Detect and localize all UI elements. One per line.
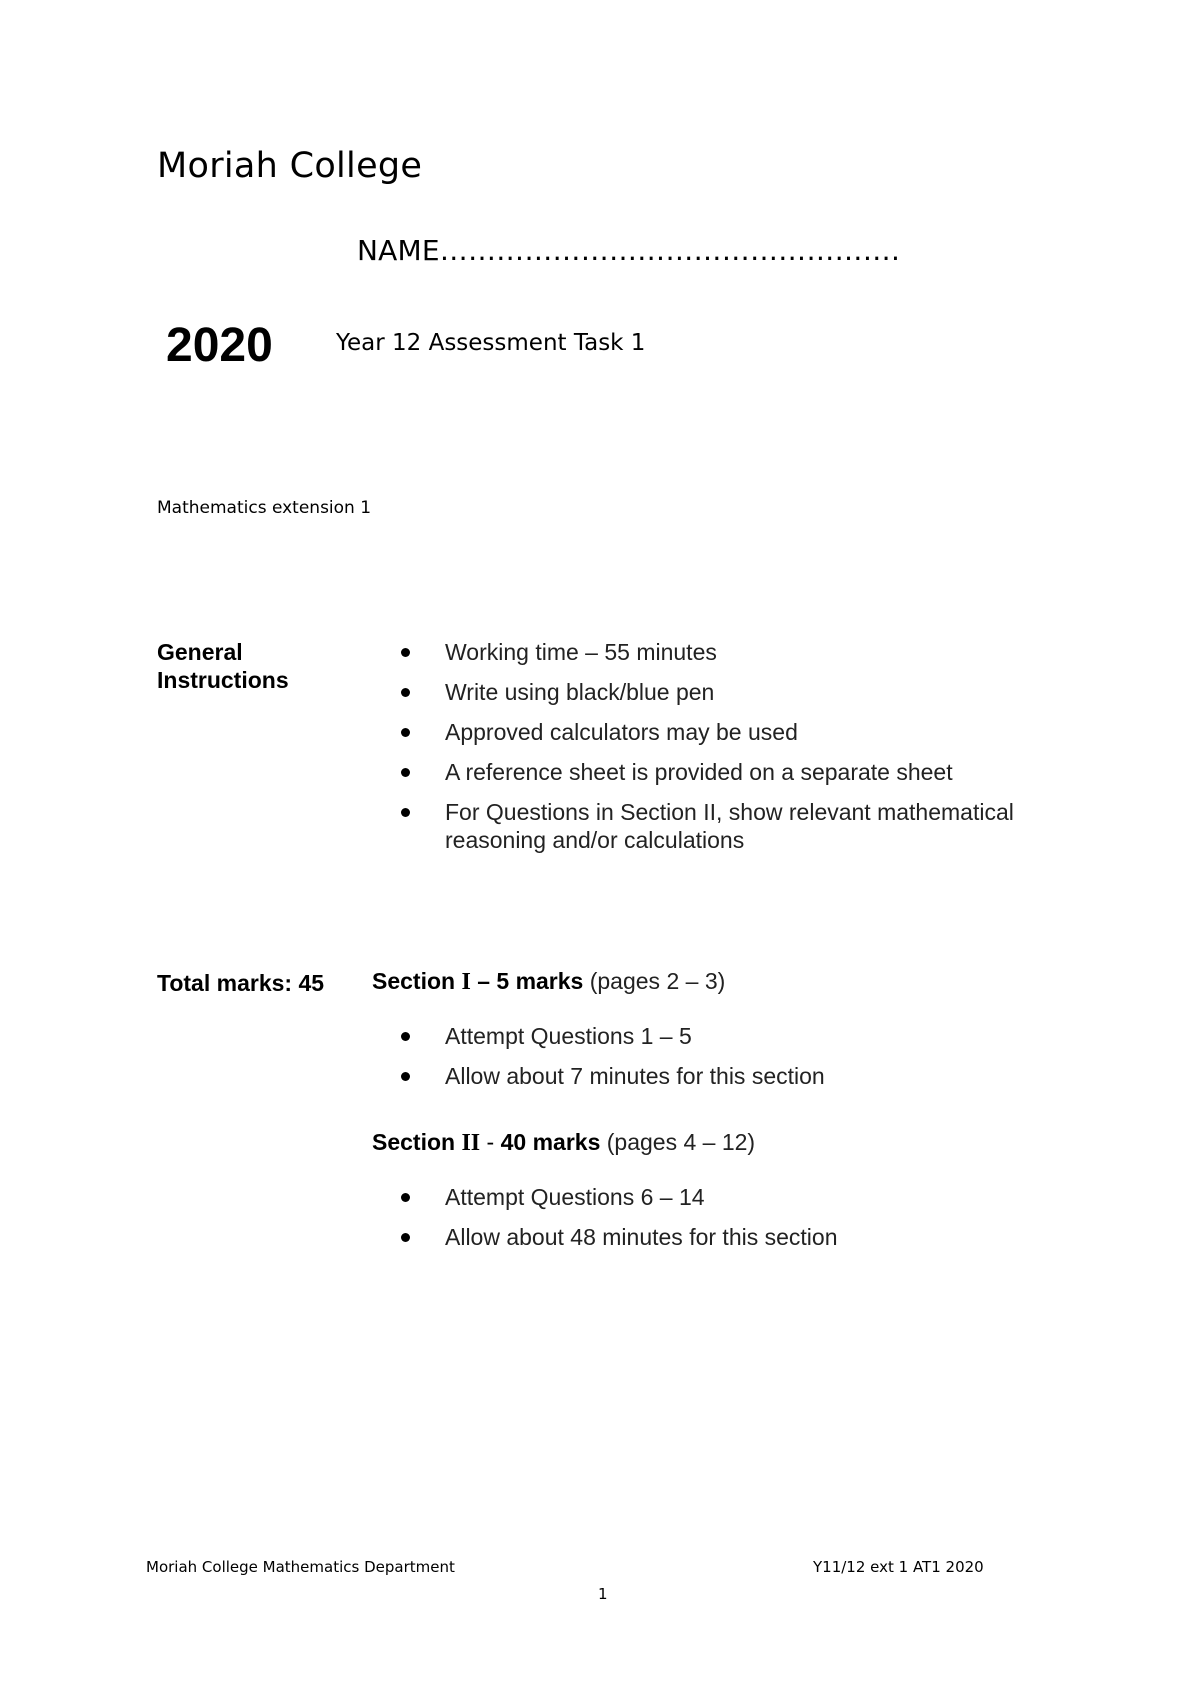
list-item	[373, 1223, 1093, 1251]
section-1-title: Section	[372, 968, 462, 994]
student-name-field: NAME………………………………………….	[357, 234, 901, 267]
section-1-pages: (pages 2 – 3)	[583, 968, 726, 994]
exam-year: 2020	[166, 319, 273, 372]
list-item	[373, 798, 1093, 854]
list-item-text: Write using black/blue pen	[445, 679, 715, 705]
bullet-icon	[401, 688, 410, 697]
general-instructions-label-line2: Instructions	[157, 667, 289, 693]
task-title: Year 12 Assessment Task 1	[336, 330, 646, 356]
bullet-icon	[401, 1233, 410, 1242]
general-instructions-list	[373, 638, 1093, 866]
bullet-icon	[401, 648, 410, 657]
general-instructions-label-line1: General	[157, 639, 243, 665]
list-item	[373, 758, 1093, 786]
list-item	[373, 718, 1093, 746]
list-item	[373, 678, 1093, 706]
section-2-roman: II	[461, 1130, 481, 1156]
list-item-text: Allow about 7 minutes for this section	[445, 1063, 825, 1089]
footer-reference: Y11/12 ext 1 AT1 2020	[813, 1558, 984, 1576]
bullet-icon	[401, 808, 410, 817]
bullet-icon	[401, 728, 410, 737]
section-1-roman: I	[461, 969, 471, 995]
section-2-list	[373, 1183, 1093, 1263]
list-item	[373, 1062, 1093, 1090]
list-item	[373, 1022, 1093, 1050]
general-instructions-label	[157, 638, 347, 694]
list-item-text: Allow about 48 minutes for this section	[445, 1224, 838, 1250]
school-name: Moriah College	[157, 146, 423, 186]
section-1-marks: – 5 marks	[470, 968, 584, 994]
section-2-dash: -	[480, 1129, 501, 1155]
section-1-heading	[372, 967, 725, 996]
list-item-text: Working time – 55 minutes	[445, 639, 717, 665]
subject-name: Mathematics extension 1	[157, 498, 372, 518]
list-item-text: Attempt Questions 6 – 14	[445, 1184, 705, 1210]
list-item-text: For Questions in Section II, show relevant mathematical reasoning and/or calculations	[445, 799, 1014, 853]
bullet-icon	[401, 1193, 410, 1202]
section-2-title: Section	[372, 1129, 462, 1155]
list-item	[373, 1183, 1093, 1211]
bullet-icon	[401, 768, 410, 777]
bullet-icon	[401, 1072, 410, 1081]
page-number: 1	[598, 1585, 608, 1603]
section-2-pages: (pages 4 – 12)	[600, 1129, 756, 1155]
total-marks-label: Total marks: 45	[157, 970, 325, 996]
footer-department: Moriah College Mathematics Department	[146, 1558, 455, 1576]
list-item-text: Attempt Questions 1 – 5	[445, 1023, 692, 1049]
list-item-text: A reference sheet is provided on a separate sheet	[445, 759, 953, 785]
section-2-marks: 40 marks	[500, 1129, 601, 1155]
bullet-icon	[401, 1032, 410, 1041]
section-1-list	[373, 1022, 1093, 1102]
section-2-heading	[372, 1128, 755, 1157]
list-item-text: Approved calculators may be used	[445, 719, 798, 745]
list-item	[373, 638, 1093, 666]
